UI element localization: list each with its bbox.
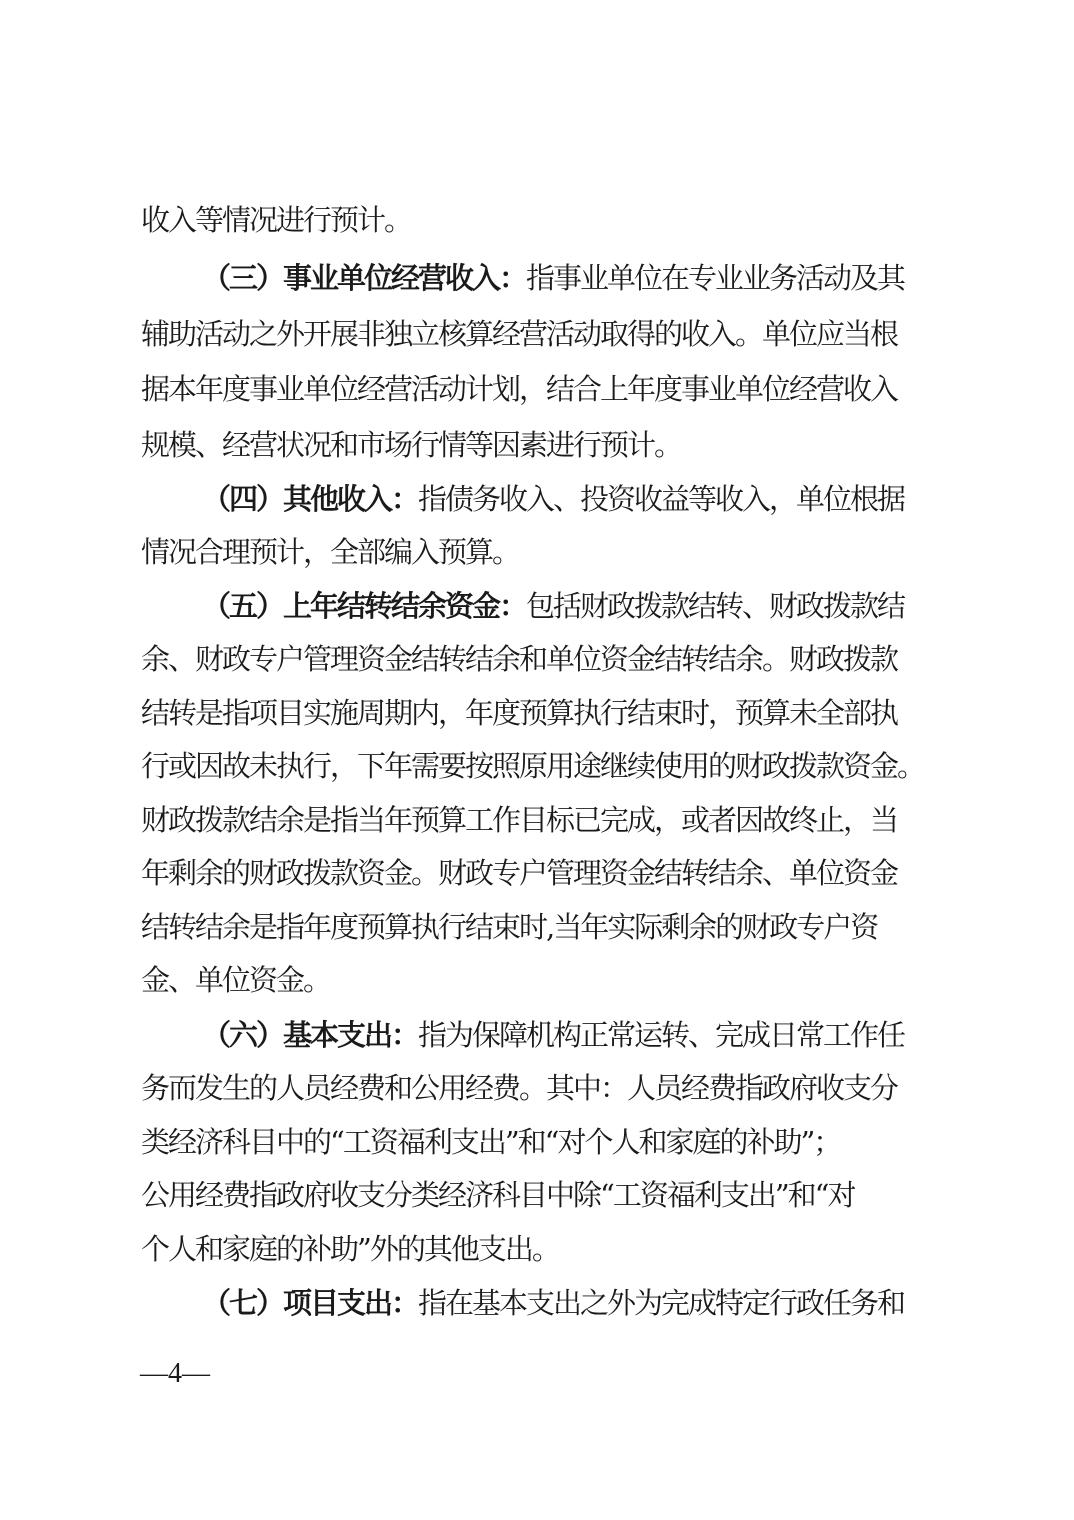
page-number: —4— — [140, 1358, 210, 1389]
section-heading: （四）其他收入： — [202, 482, 419, 516]
body-line: 规模、经营状况和市场行情等因素进行预计。 — [141, 428, 682, 462]
section-paragraph-start: （五）上年结转结余资金：包括财政拨款结转、财政拨款结 — [202, 589, 905, 623]
body-line: 财政拨款结余是指当年预算工作目标已完成，或者因故终止，当 — [141, 803, 898, 837]
section-paragraph-start: （四）其他收入：指债务收入、投资收益等收入，单位根据 — [202, 482, 905, 516]
body-line: 结转是指项目实施周期内，年度预算执行结束时，预算未全部执 — [141, 696, 898, 730]
section-heading: （七）项目支出： — [202, 1286, 419, 1320]
section-heading: （三）事业单位经营收入： — [202, 261, 527, 295]
section-paragraph-start: （三）事业单位经营收入：指事业单位在专业业务活动及其 — [202, 261, 905, 295]
body-line: 收入等情况进行预计。 — [141, 203, 412, 237]
body-line: 据本年度事业单位经营活动计划，结合上年度事业单位经营收入 — [141, 372, 898, 406]
body-line: 行或因故未执行，下年需要按照原用途继续使用的财政拨款资金。 — [141, 749, 925, 783]
body-line: 余、财政专户管理资金结转结余和单位资金结转结余。财政拨款 — [141, 642, 898, 676]
section-paragraph-start: （六）基本支出：指为保障机构正常运转、完成日常工作任 — [202, 1018, 905, 1052]
section-heading: （五）上年结转结余资金： — [202, 589, 527, 623]
body-line: 年剩余的财政拨款资金。财政专户管理资金结转结余、单位资金 — [141, 856, 898, 890]
body-line: 公用经费指政府收支分类经济科目中除“工资福利支出”和“对 — [141, 1178, 855, 1212]
body-line: 金、单位资金。 — [141, 963, 331, 997]
section-paragraph-start: （七）项目支出：指在基本支出之外为完成特定行政任务和 — [202, 1286, 905, 1320]
body-line: 务而发生的人员经费和公用经费。其中：人员经费指政府收支分 — [141, 1071, 898, 1105]
body-line: 辅助活动之外开展非独立核算经营活动取得的收入。单位应当根 — [141, 317, 898, 351]
body-line: 结转结余是指年度预算执行结束时,当年实际剩余的财政专户资 — [141, 910, 878, 944]
body-line: 类经济科目中的“工资福利支出”和“对个人和家庭的补助”； — [141, 1125, 841, 1159]
body-line: 情况合理预计，全部编入预算。 — [141, 535, 520, 569]
body-line: 个人和家庭的补助”外的其他支出。 — [141, 1232, 559, 1266]
section-heading: （六）基本支出： — [202, 1018, 419, 1052]
